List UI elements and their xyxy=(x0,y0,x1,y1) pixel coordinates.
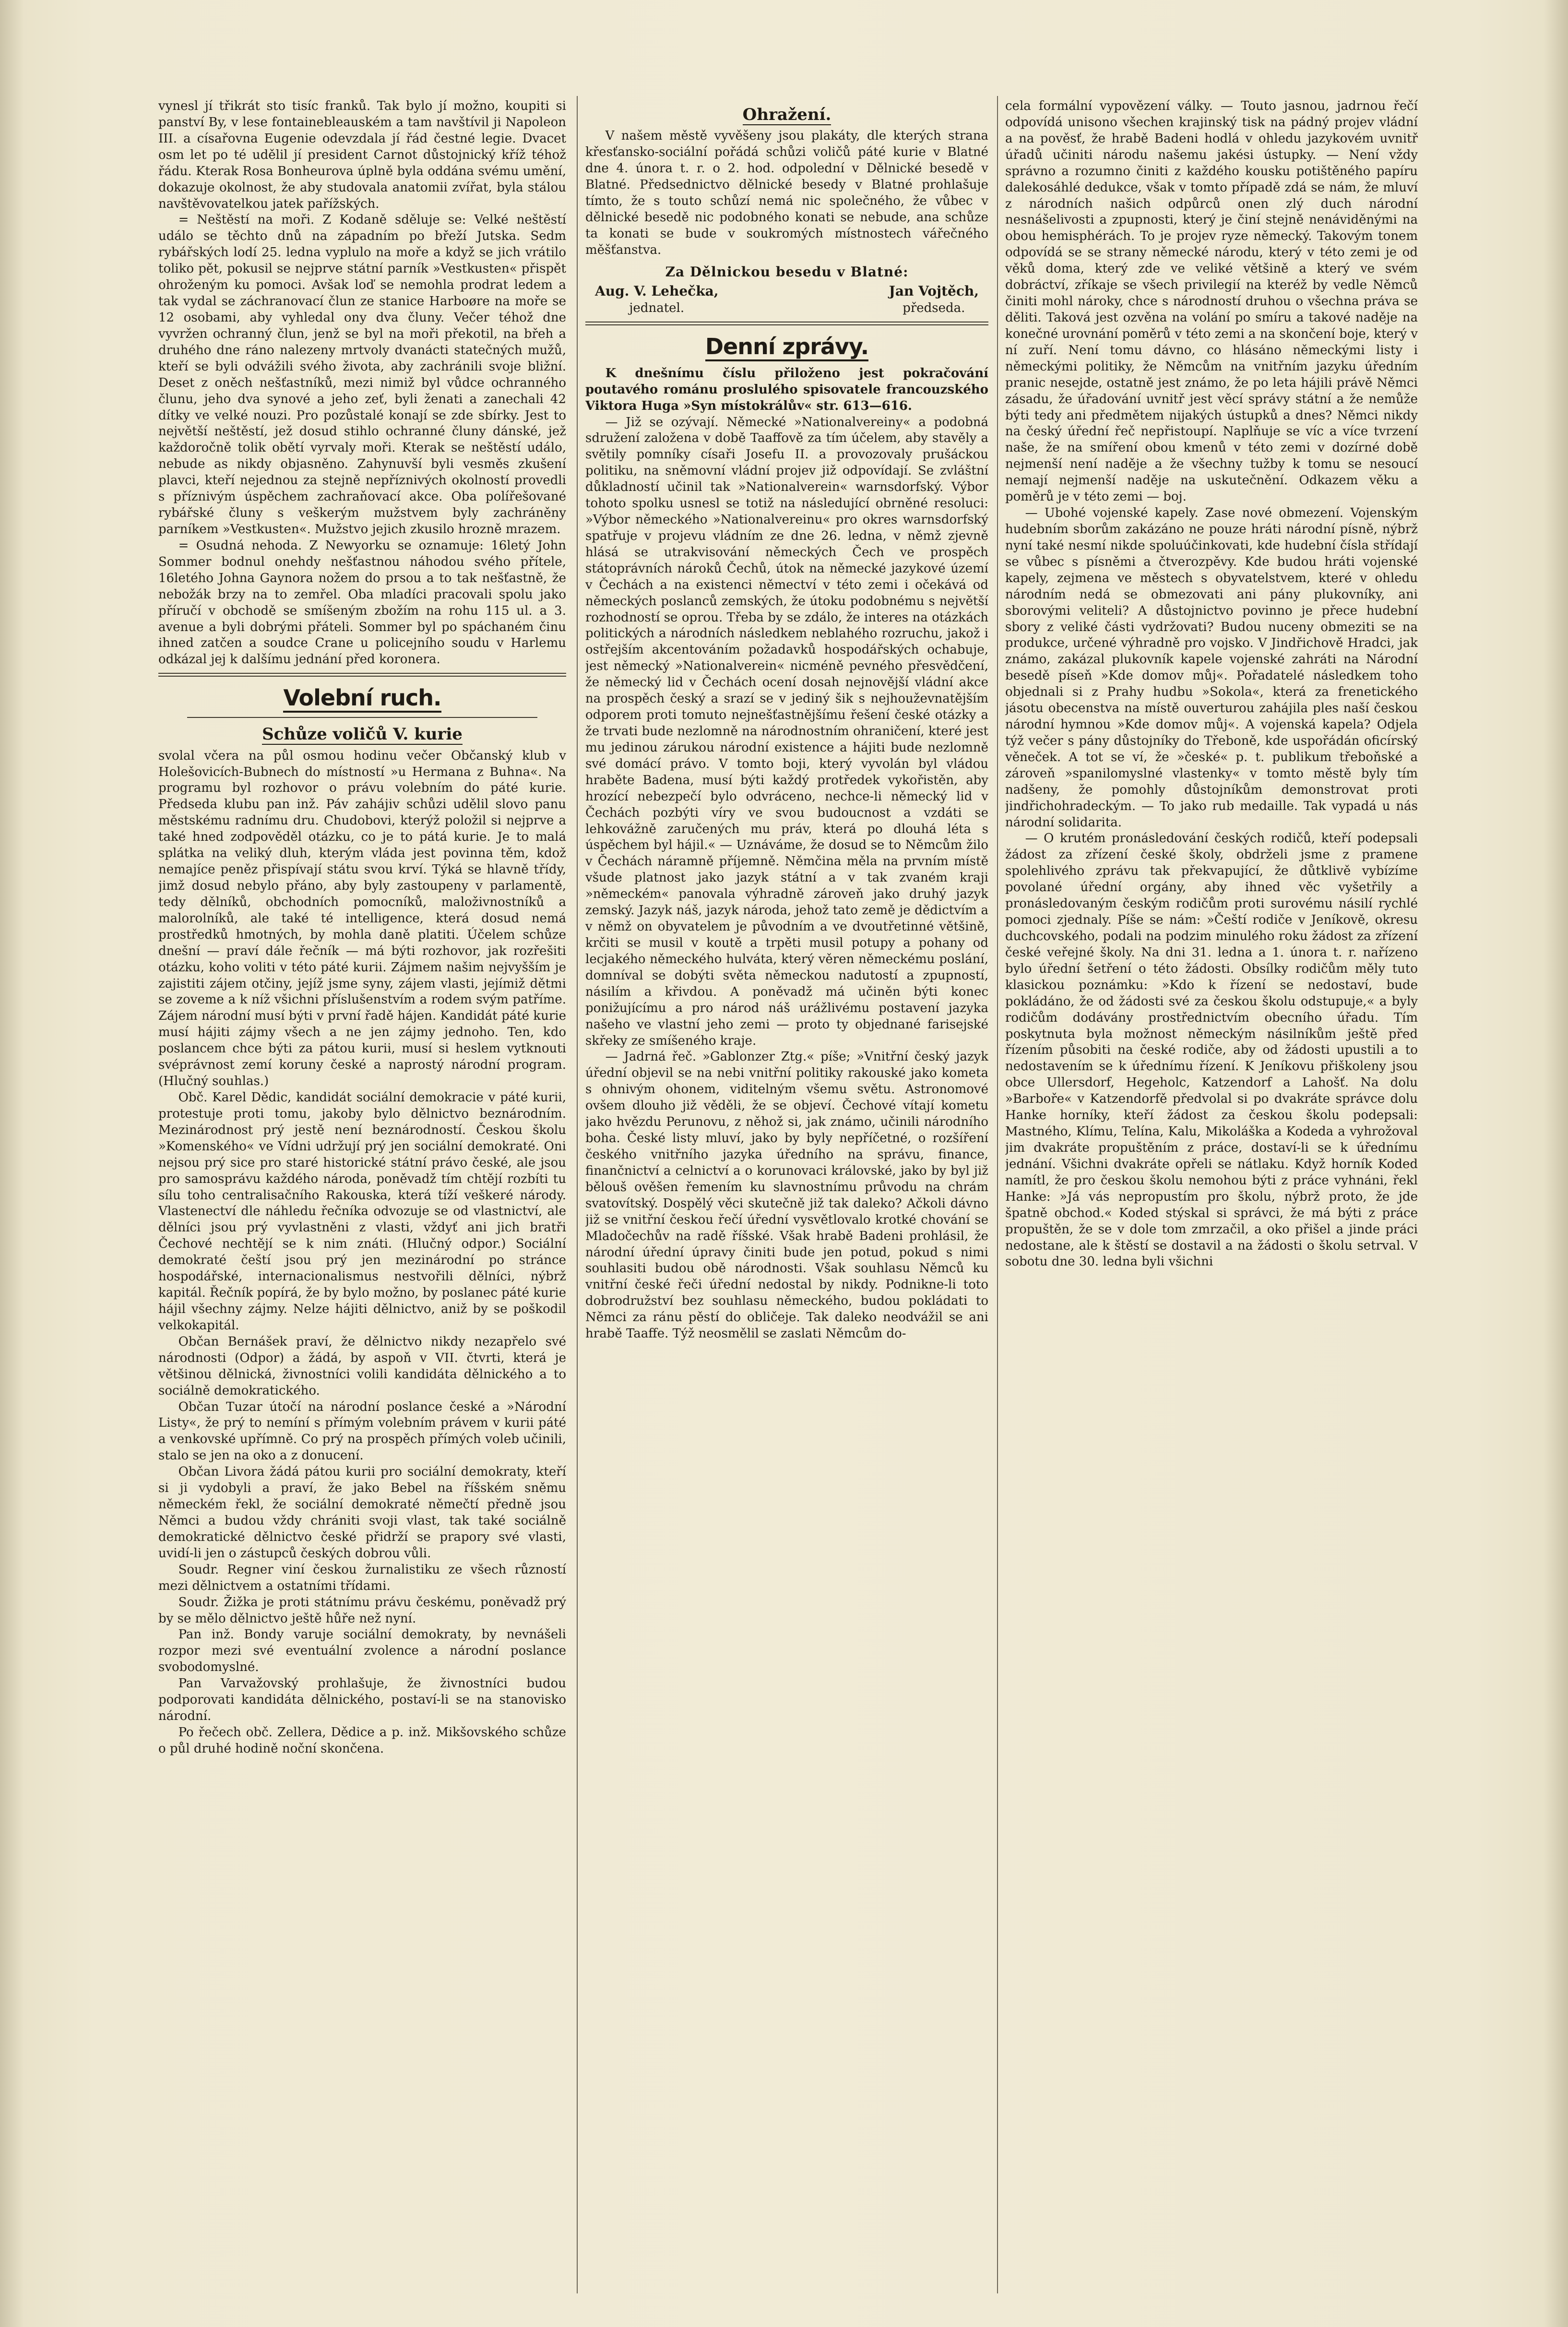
signature-role: předseda. xyxy=(903,300,965,315)
signatures xyxy=(585,283,988,316)
article-nestesti-na-mori: = Neštěstí na moři. Z Kodaně sděluje se: Velké neštěstí událo se těchto dnů na západním po břeží Jutska. Sedm rybářských lodí 25. ledna vyplulo na moře a když se jich vrátilo toliko pět, pokusil se nejprve státní parník »Vestkusten« přispět ohroženým ku pomoci. Avšak loď se nemohla prodrat ledem a tak vydal se záchranovací člun ze stanice Harboøre na moře se 12 osobami, aby vyhledal ony dva čluny. Večer téhož dne vyvržen ochranný člun, jenž se byl na moři překotil, na břeh a druhého dne ráno nalezeny mrtvoly dvanácti statečných mužů, kteří se byli odvážili svého života, aby zachránili svoje bližní. Deset z oněch nešťastníků, mezi nimiž byl vůdce ochranného člunu, jeho dva synové a jeho zeť, byli ženati a zanechali 42 dítky ve velké nouzi. Pro pozůstalé konají se zde sbírky. Jest to největší neštěstí, jež dosud stihlo ochranné čluny dánské, jež každoročně tolik obětí vyrvaly moři. Kterak se neštěstí událo, nebude as nikdy objasněno. Zahynuvší byli vesměs zkušení plavci, kteří nejednou za stejně nepříznivých okolností provedli s příznivým úspěchem zachraňovací akce. Oba polířešované rybářské čluny s veškerým mužstvem byly zachráněny parníkem »Vestkusten«. Mužstvo jejich zkusilo hrozně mrazem. xyxy=(158,213,566,537)
signature-jednatel xyxy=(595,283,719,316)
headline-ohrazeni: Ohražení. xyxy=(742,105,832,124)
article-jadrna-rec: — Jadrná řeč. »Gablonzer Ztg.« píše; »Vnitřní český jazyk úřední objevil se na nebi vnitřní politiky rakouské jako kometa s ohnivým ohonem, viditelným všemu světu. Astronomové ovšem dlouho již věděli, že se objeví. Čechové vítají kometu jako hvězdu Perunovu, z něhož si, jak známo, učinili národního boha. České listy mluví, jako by byly nepříčetné, o rozšíření českého vnitřního jazyka úředního na správu, finance, finančnictví a celnictví a o korunovaci královské, jako by byl již bělouš ověšen řemením ku slavnostnímu průvodu na chrám svatovítský. Dospělý věci skutečně již tak daleko? Ačkoli dávno již se vnitřní českou řečí úřední vysvětlovalo krotké chování se Mladočechův na radě říšské. Však hrabě Badeni prohlásil, že národní úřední úpravy činiti bude jen potud, pokud s nimi souhlasiti budou obě národnosti. Však souhlasu Němců ku vnitřní české řeči úřední nedostal by nikdy. Podnikne-li toto dobrodružství bez souhlasu německého, budou pokládati to Němci za ránu pěstí do obličeje. Tak daleko neodvážil se ani hrabě Taaffe. Týž neosmělil se zaslati Němcům do- xyxy=(585,1050,988,1341)
meeting-paragraph-4: Občan Tuzar útočí na národní poslance české a »Národní Listy«, že prý to nemíní s přímým volebním právem v kurii páté a venkovské upřímně. Co prý na prospěch přímých voleb učinili, stalo se jen na oko a z donucení. xyxy=(158,1399,566,1463)
article-ubohe-vojenske-kapely: — Ubohé vojenské kapely. Zase nové obmezení. Vojenským hudebním sborům zakázáno ne pouze hráti národní písně, nýbrž nyní také nesmí nikde spoluúčinkovati, kde hudební čísla střídají se vůbec s písněmi a čtverozpěvy. Kde budou hráti vojenské kapely, zejmena ve městech s obyvatelstvem, které v ohledu národním nedá se obmezovati ani pány plukovníky, ani sborovými veliteli? A důstojnictvo povinno je přece hudební sbory z veliké části vydržovati? Budou nuceny obmeziti se na produkce, určené výhradně pro vojsko. V Jindřichově Hradci, jak známo, zakázal plukovník kapele vojenské zahráti na Národní besedě píseň »Kde domov můj«. Pořadatelé následkem toho objednali si z Prahy hudbu »Sokola«, která za frenetického jásotu obecenstva na místě ouverturou zahájila ples naší českou národní hymnou »Kde domov můj«. A vojenská kapela? Odjela týž večer s pány důstojníky do Třeboně, kde uspořádán oficírský věneček. A tot se ví, že »české« p. t. publikum třeboňské a zároveň »spanilomyslné vlastenky« v tomto městě byly tím nadšeny, že pomohly důstojníkům demonstrovat proti jindřichohradeckým. — To jako rub medaille. Tak vypadá u nás národní solidarita. xyxy=(1005,506,1418,830)
meeting-paragraph-9: Pan Varvažovský prohlašuje, že živnostníci budou podporovati kandidáta dělnického, postaví-li se na stanovisko národní. xyxy=(158,1676,566,1724)
meeting-paragraph-6: Soudr. Regner viní českou žurnalistiku ze všech růzností mezi dělnictvem a ostatními třídami. xyxy=(158,1562,566,1593)
ohrazeni-paragraph: V našem městě vyvěšeny jsou plakáty, dle kterých strana křesťansko-sociální pořádá schůzi voličů páté kurie v Blatné dne 4. února t. r. o 2. hod. odpolední v Dělnické besedě v Blatné. Předsednictvo dělnické besedy v Blatné prohlašuje tímto, že s touto schůzí nemá nic společného, že vůbec v dělnické besedě nic podobného konati se nebude, ana schůze ta konati se bude v soukromých místnostech vářečného měšťanstva. xyxy=(585,129,988,257)
page-edge-shadow-right xyxy=(1544,0,1568,2327)
signature-heading: Za Dělnickou besedu v Blatné: xyxy=(665,263,909,280)
column-rule-1 xyxy=(577,96,578,2293)
section-title-denni-zpravy: Denní zprávy. xyxy=(585,332,988,361)
signature-predseda xyxy=(889,283,979,316)
article-pronasledovani-rodicu: — O krutém pronásledování českých rodičů, kteří podepsali žádost za zřízení české školy, obdrželi jsme z pramene spolehlivého zprávu tak překvapující, že důtklivě vybízíme povolané úřední orgány, aby ihned věc vyšetřily a pronásledovaným českým rodičům proti surovému násilí rychlé pomoci zjednaly. Píše se nám: »Čeští rodiče v Jeníkově, okresu duchcovského, podali na podzim minulého roku žádost za zřízení české veřejné školy. Na dni 31. ledna a 1. února t. r. nařízeno bylo úřední šetření o této žádosti. Obsílky rodičům měly tuto klasickou poznámku: »Kdo k řízení se nedostaví, bude pokládáno, že od žádosti své za českou školu odstupuje,« a byly rodičům dodávány prostřednictvím obecního úřadu. Tím poskytnuta byla možnost německým násilníkům ještě před řízením působiti na české rodiče, aby od žádosti upustili a to nedostavením se k úřednímu řízení. K Jeníkovu přiškoleny jsou obce Ullersdorf, Hegeholc, Katzendorf a Lahošť. Na dolu »Barboře« v Katzendorfě předvolal si po dvakráte správce dolu Hanke horníky, kteří žádost za českou školu podepsali: Mastného, Klímu, Telína, Kalu, Mikoláška a Kodeda a vyhrožoval jim dvakráte propuštěním z práce, dostaví-li se k úřednímu jednání. Všichni dvakráte opřeli se nátlaku. Když horník Koded namítl, že pro českou školu nemohou býti z práce vyhnáni, řekl Hanke: »Já vás nepropustím pro školu, nýbrž proto, že jde špatně obchod.« Koded stýskal si správci, že má býti z práce propuštěn, že se v dole tom zmrzačil, a oko přišel a jinde práci nedostane, ale k štěstí se dostavil a na žádosti o školu setrval. V sobotu dne 30. ledna byli všichni xyxy=(1005,831,1418,1269)
section-divider xyxy=(585,322,988,325)
meeting-paragraph-7: Soudr. Žižka je proti státnímu právu českému, poněvadž prý by se mělo dělnictvo ještě hůře než nyní. xyxy=(158,1595,566,1626)
section-title-volebni-ruch: Volební ruch. xyxy=(158,683,566,712)
article-jadrna-rec-continued: cela formální vypovězení války. — Touto jasnou, jadrnou řečí odpovídá unisono všechen krajinský tisk na pádný projev vládní a na pověsť, že hrabě Badeni hodlá v ohledu jazykovém uvnitř úřadů učiniti národu našemu jakési ústupky. — Není vždy správno a rozumno činiti z každého kousku potištěného papíru dalekosáhlé dedukce, však v tomto případě zdá se nám, že mluví z národních našich odpůrců onen zlý duch národní nesnášelivosti a zpupnosti, který je činí stejně nenáviděnými na obou hemisphérách. To je projev ryze německý. Takovým tonem odpovídá se se strany německé národu, který v této zemi je od věků doma, který zde ve veliké většině a který ve svém dobráctví, zříkaje se všech privilegií na kteréž by vedle Němců činiti mohl nároky, chce s národností druhou o všechna práva se děliti. Taková jest ozvěna na volání po smíru a takové naděje na konečné urovnání poměrů v této zemi a na skončení boje, který v ní zuří. Není tomu dávno, co hlásáno německými listy i německými politiky, že Němcům na vnitřním jazyku úředním pranic nesejde, ostatně jest známo, že po leta hájili právě Němci zásadu, že úřadování uvnitř jest věcí správy státní a že nemůže býti tedy ani předmětem nijakých ústupků a dnes? Němci nikdy na český úřední řeč nepřistoupí. Naplňuje se víc a více tvrzení naše, že na smíření obou kmenů v této zemi v dozírné době nejmenší není naděje a že všechny tužby k tomu se nesoucí nemají nejmenší naděje na uskutečnění. Odkazem věku a poměrů je v této zemi — boj. xyxy=(1005,99,1418,504)
meeting-paragraph-10: Po řečech obč. Zellera, Dědice a p. inž. Mikšovského schůze o půl druhé hodině noční skončena. xyxy=(158,1725,566,1756)
signature-role: jednatel. xyxy=(629,300,685,315)
novel-supplement-note: K dnešnímu číslu přiloženo jest pokračování poutavého románu proslulého spisovatele francouzského Viktora Huga »Syn místokrálův« str. 613—616. xyxy=(585,366,988,413)
article-jiz-se-ozyvaji: — Již se ozývají. Německé »Nationalvereiny« a podobná sdružení založena v době Taaffově za tím účelem, aby stavěly a světily pomníky císaři Josefu II. a provozovaly prušáckou politiku, na sněmovní vládní projev již odpovídají. Se zvláštní důkladností učinil tak »Nationalverein« warnsdorfský. Výbor tohoto spolku usnesl se totiž na následující obrněné resoluci: »Výbor německého »Nationalvereinu« pro okres warnsdorfský spatřuje v projevu vládním ze dne 26. ledna, v němž zjevně hlásá se utrakvisování německých Čech ve prospěch státoprávních nároků Čechů, útok na německé jazykové území v Čechách a na existenci němectví v této zemi i očekává od německých poslanců zemských, že útoku podobnému s největší rozhodností se oprou. Třeba by se zdálo, že interes na otázkách politických a národních následkem neblahého rozruchu, jakož i ostřejším akcentováním požadavků hospodářských ochabuje, jest německý »Nationalverein« nicméně pevného přesvědčení, že německý lid v Čechách ocení dosah nejnovější vládní akce na prospěch český a srazí se v jediný šik s nejhouževnatějším odporem proti tomuto nejnešťastnějšímu řešení české otázky a že trvati bude nezlomně na národnostním ohraničení, které jest mu jedinou zárukou národní existence a hájiti bude nezlomně své domácí právo. V tomto boji, který vyvolán byl vládou hraběte Badena, musí býti každý protředek vykořistěn, aby hrozící nebezpečí bylo odvráceno, nechce-li německý lid v Čechách pozbýti víry ve svou budoucnost a vzdáti se lehkovážně zaručených mu práv, která po dlouhá léta s úspěchem byl hájil.« — Uznáváme, že dosud se to Němcům žilo v Čechách náramně příjemně. Němčina měla na prvním místě všude platnost jako jazyk státní a v tak zvaném kraji »německém« panovala výhradně zároveň jako druhý jazyk zemský. Jazyk náš, jazyk národa, jehož tato země je dědictvím a v němž on obyvatelem je původním a ve dvoutřetinné většině, krčiti se musil v koutě a trpěti musil potupy a pohany od lecjakého německého hulváta, který věren německému poslání, domníval se dobýti světa německou nadutostí a zpupností, násilím a křivdou. A poněvadž má učiněn býti konec ponižujícímu a pro národ náš urážlivému postavení jazyka našeho ve vlastní jeho zemi — proto ty objednané farisejské skřeky ze smíšeného kraje. xyxy=(585,415,988,1048)
meeting-paragraph-1: svolal včera na půl osmou hodinu večer Občanský klub v Holešovicích-Bubnech do místností »u Hermana z Buhna«. Na programu byl rozhovor o právu volebním do páté kurie. Předseda klubu pan inž. Páv zahájiv schůzi udělil slovo panu městskému radnímu dru. Chudobovi, kterýž položil si nejprve a také hned zodpověděl otázku, co je to pátá kurie. Je to malá splátka na veliký dluh, kterým vláda jest povinna těm, kdož nemajíce peněz přispívají státu svou krví. Týká se hlavně třídy, jimž dosud nebylo přáno, aby byly zastoupeny v parlamentě, tedy dělníků, obchodních pomocníků, maloživnostníků a malorolníků, ale také té intelligence, která dosud nemá prostředků hmotných, by mohla daně platiti. Účelem schůze dnešní — praví dále řečník — má býti rozhovor, jak rozřešiti otázku, koho voliti v této páté kurii. Zájmem našim nejvyšším je zajistiti zájem otčiny, jejíž jsme syny, zájem vlasti, jejímiž dětmi se zoveme a k níž všichni příslušenstvím a rodem svým patříme. Zájem národní musí býti v první řadě hájen. Kandidát páté kurie musí hájiti zájmy všech a ne jen zájmy jednoho. Ten, kdo poslancem chce býti za pátou kurii, musí si heslem vytknouti svéprávnost zemí koruny české a naprostý národní program. (Hlučný souhlas.) xyxy=(158,748,566,1089)
column-middle xyxy=(585,98,988,2293)
title-divider xyxy=(187,717,537,718)
meeting-paragraph-2: Obč. Karel Dědic, kandidát sociální demokracie v páté kurii, protestuje proti tomu, jakoby bylo dělnictvo beznárodním. Mezinárodnost prý jestě není beznárodností. Českou školu »Komenského« ve Vídni udržují prý jen sociální demokraté. Oni nejsou prý sice pro staré historické státní právo české, ale jsou pro samosprávu každého národa, poněvadž tím chtějí rozbíti tu sílu toho centralisačního Rakouska, která tíží veškeré národy. Vlastenectví dle náhledu řečníka odvozuje se od vlastnictví, ale dělníci jsou prý vyvlastněni z vlasti, vždyť ani jich bratři Čechové nechtějí se k nim znáti. (Hlučný odpor.) Sociální demokraté čeští jsou prý jen mezinárodní po stránce hospodářské, internacionalismus nestvořili dělníci, nýbrž kapitál. Řečník popírá, že by bylo možno, by poslanec páté kurie hájil všechny zájmy. Nelze hájiti dělnictvo, aniž by se poškodil velkokapitál. xyxy=(158,1090,566,1333)
column-rule-2 xyxy=(997,96,998,2293)
meeting-paragraph-5: Občan Livora žádá pátou kurii pro sociální demokraty, kteří si ji vydobyli a praví, že jako Bebel na říšském sněmu německém řekl, že sociální demokraté němečtí předně jsou Němci a budou vždy chrániti svoji vlast, tak také sociálně demokratické dělnictvo české přidrží se prapory své vlasti, uvidí-li jen o zástupců českých dobrou vůli. xyxy=(158,1465,566,1561)
column-right xyxy=(1005,98,1418,2293)
column-left xyxy=(158,98,566,2293)
meeting-paragraph-3: Občan Bernášek praví, že dělnictvo nikdy nezapřelo své národnosti (Odpor) a žádá, by aspoň v VII. čtvrti, která je většinou dělnická, živnostníci volili kandidáta dělnického a to sociálně demokratického. xyxy=(158,1334,566,1398)
section-divider xyxy=(158,673,566,677)
signature-name: Jan Vojtěch, xyxy=(889,283,979,299)
signature-name: Aug. V. Lehečka, xyxy=(595,283,719,299)
page-edge-shadow-left xyxy=(0,0,24,2327)
meeting-paragraph-8: Pan inž. Bondy varuje sociální demokraty, by nevnášeli rozpor mezi své eventuální zvolence a národní poslance svobodomyslné. xyxy=(158,1627,566,1675)
article-rosa-bonheur-end: vynesl jí třikrát sto tisíc franků. Tak bylo jí možno, koupiti si panství By, v lese fontainebleauském a tam navštívil ji Napoleon III. a císařovna Eugenie odevzdala jí řád čestné legie. Dvacet osm let po té udělil jí president Carnot důstojnický kříž téhož řádu. Kterak Rosa Bonheurova úplně byla oddána svému umění, dokazuje okolnost, že aby studovala anatomii zvířat, byla stálou navštěvovatelkou jatek pařížských. xyxy=(158,99,566,211)
headline-schuze-volicu: Schůze voličů V. kurie xyxy=(262,725,463,744)
article-osudna-nehoda: = Osudná nehoda. Z Newyorku se oznamuje: 16letý John Sommer bodnul onehdy nešťastnou náhodou svého přítele, 16letého Johna Gaynora nožem do prsou a to tak nešťastně, že nebožák brzy na to zemřel. Oba mladíci pracovali spolu jako příručí v obchodě se smíšeným zbožím na rohu 115 ul. a 3. avenue a byli dobrými přáteli. Sommer byl po spáchaném činu ihned zatčen a soudce Crane u policejního soudu v Harlemu odkázal jej k dalšímu jednání před koronera. xyxy=(158,538,566,667)
